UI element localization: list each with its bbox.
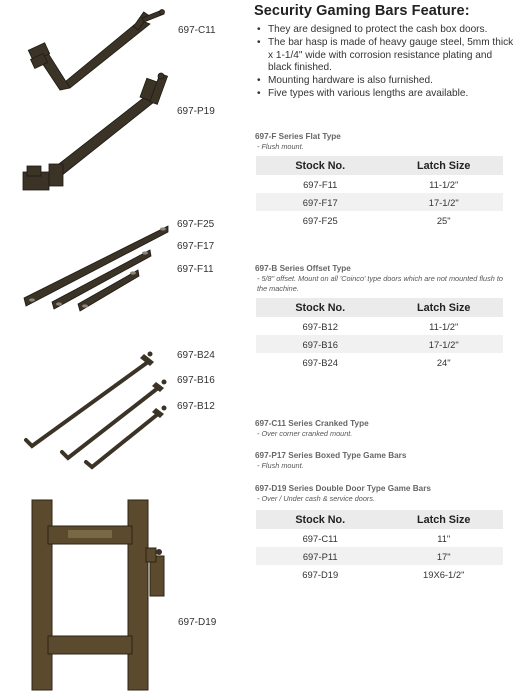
stock-header: Stock No. <box>256 298 384 317</box>
latch-header: Latch Size <box>384 156 503 175</box>
d-series-table <box>256 510 503 583</box>
table-row <box>256 353 503 371</box>
stock-cell: 697-D19 <box>302 568 339 580</box>
feature-title: Security Gaming Bars Feature: <box>254 3 470 19</box>
table-row <box>256 211 503 229</box>
flat-bars-illustration <box>18 220 173 315</box>
f-series-table <box>256 156 503 229</box>
latch-cell: 17-1/2" <box>384 193 503 211</box>
stock-cell: 697-F25 <box>302 214 338 226</box>
table-row <box>256 193 503 211</box>
table-header-row <box>256 298 503 317</box>
label-697-f17: 697-F17 <box>177 241 215 252</box>
latch-header: Latch Size <box>384 510 503 529</box>
table-header-row <box>256 510 503 529</box>
stock-cell: 697-F11 <box>303 178 338 190</box>
label-697-b24: 697-B24 <box>177 350 215 361</box>
stock-cell: 697-F17 <box>256 193 384 211</box>
stock-cell: 697-B24 <box>302 356 338 368</box>
label-697-b16: 697-B16 <box>177 375 215 386</box>
b-series-title: 697-B Series Offset Type <box>255 264 351 273</box>
label-697-f25: 697-F25 <box>177 219 215 230</box>
latch-cell: 11" <box>437 532 451 544</box>
stock-cell: 697-P11 <box>256 547 384 565</box>
d19-series-title: 697-D19 Series Double Door Type Game Bars <box>255 484 431 493</box>
b-series-table <box>256 298 503 371</box>
p17-series-subtitle: - Flush mount. <box>257 461 304 470</box>
feature-bullet-list <box>256 24 518 102</box>
d19-series-subtitle: - Over / Under cash & service doors. <box>257 494 376 503</box>
label-697-f11: 697-F11 <box>177 264 214 275</box>
latch-cell: 25" <box>436 214 451 226</box>
label-697-p19: 697-P19 <box>177 106 215 117</box>
label-697-c11: 697-C11 <box>178 25 216 36</box>
label-697-d19: 697-D19 <box>178 617 217 628</box>
table-header-row <box>256 156 503 175</box>
table-row <box>256 175 503 193</box>
feature-bullet: • Mounting hardware is also furnished. <box>256 75 518 88</box>
table-row <box>256 317 503 335</box>
stock-header: Stock No. <box>256 156 384 175</box>
latch-cell: 17" <box>384 547 503 565</box>
offset-bars-illustration <box>22 348 172 470</box>
feature-bullet: • Five types with various lengths are available. <box>256 88 518 101</box>
table-row <box>256 547 503 565</box>
latch-cell: 11-1/2" <box>429 178 459 190</box>
stock-cell: 697-C11 <box>302 532 338 544</box>
f-series-title: 697-F Series Flat Type <box>255 132 341 141</box>
latch-cell: 17-1/2" <box>384 335 503 353</box>
stock-header: Stock No. <box>256 510 384 529</box>
stock-cell: 697-B16 <box>256 335 384 353</box>
latch-cell: 24" <box>436 356 451 368</box>
feature-bullet: • They are designed to protect the cash box doors. <box>256 24 518 37</box>
c11-series-subtitle: - Over corner cranked mount. <box>257 429 353 438</box>
c11-series-title: 697-C11 Series Cranked Type <box>255 419 369 428</box>
stock-cell: 697-B12 <box>302 320 338 332</box>
feature-bullet: • The bar hasp is made of heavy gauge steel, 5mm thick x 1-1/4" wide with corrosion resistance plating and black finished. <box>256 37 518 75</box>
table-row <box>256 335 503 353</box>
latch-cell: 11-1/2" <box>429 320 459 332</box>
latch-header: Latch Size <box>384 298 503 317</box>
table-row <box>256 565 503 583</box>
boxed-bar-illustration <box>15 68 175 198</box>
p17-series-title: 697-P17 Series Boxed Type Game Bars <box>255 451 407 460</box>
b-series-subtitle: - 5/8" offset. Mount on all 'Coinco' type doors which are not mounted flush to the machine. <box>257 274 503 293</box>
double-door-frame-illustration <box>28 496 178 696</box>
label-697-b12: 697-B12 <box>177 401 215 412</box>
table-row <box>256 529 503 547</box>
f-series-subtitle: - Flush mount. <box>257 142 304 151</box>
latch-cell: 19X6-1/2" <box>423 568 465 580</box>
